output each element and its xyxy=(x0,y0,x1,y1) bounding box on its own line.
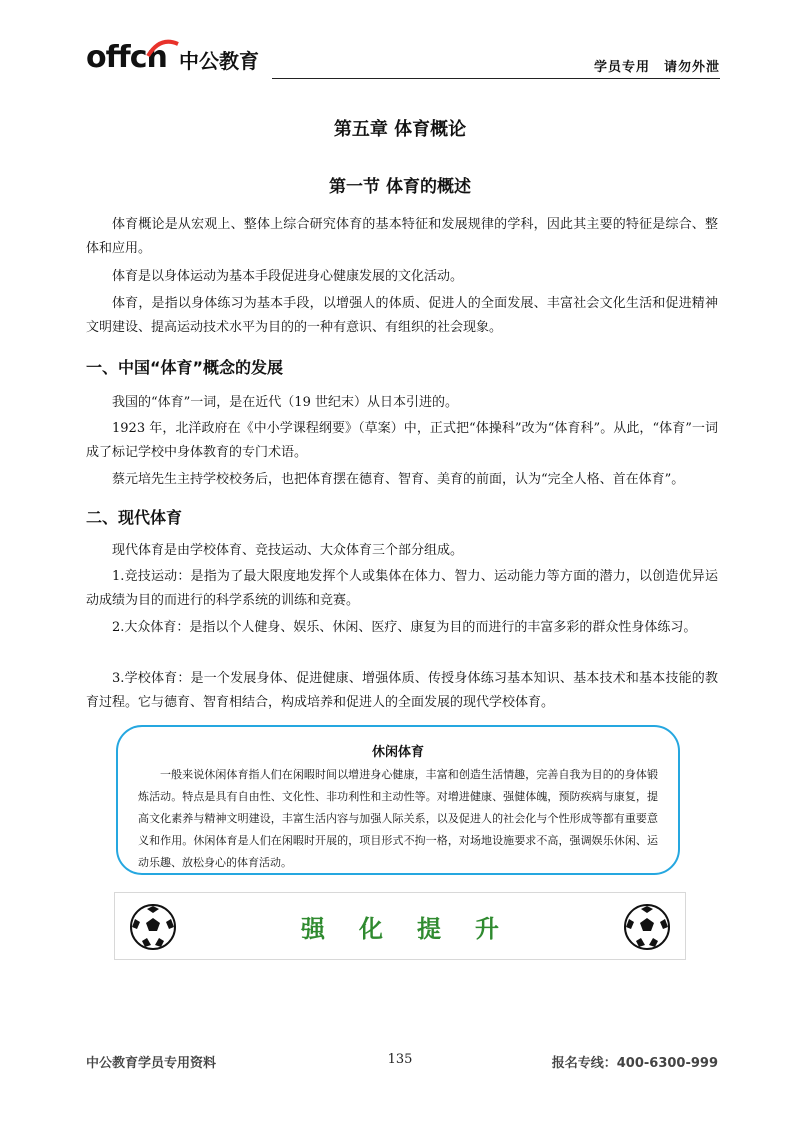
footer-left: 中公教育学员专用资料 xyxy=(86,1056,217,1071)
header-rule xyxy=(272,78,720,79)
intro-paragraph-1: 体育概论是从宏观上、整体上综合研究体育的基本特征和发展规律的学科，因此其主要的特征是综合、整体和应用。 xyxy=(86,217,718,256)
part2-paragraph-2: 1.竞技运动：是指为了最大限度地发挥个人或集体在体力、智力、运动能力等方面的潜力，以创造优异运动成绩为目的而进行的科学系统的训练和竞赛。 xyxy=(86,569,718,608)
heading-part-2: 二、现代体育 xyxy=(86,508,183,527)
part1-paragraph-2: 1923 年，北洋政府在《中小学课程纲要》（草案）中，正式把“体操科”改为“体育科”。从此，“体育”一词成了标记学校中身体教育的专门术语。 xyxy=(86,421,718,460)
leisure-sports-callout xyxy=(116,725,680,875)
logo-english: offcn xyxy=(86,40,167,75)
callout-title: 休闲体育 xyxy=(371,745,424,760)
footer-hotline: 报名专线：400-6300-999 xyxy=(551,1056,718,1071)
intro-paragraph-2: 体育是以身体运动为基本手段促进身心健康发展的文化活动。 xyxy=(112,269,464,284)
chapter-title: 第五章 体育概论 xyxy=(333,119,467,140)
page-number: 135 xyxy=(387,1052,413,1067)
callout-body: 一般来说休闲体育指人们在闲暇时间以增进身心健康，丰富和创造生活情趣，完善自我为目的的身体锻炼活动。特点是具有自由性、文化性、非功利性和主动性等。对增进健康、强健体魄，预防疾病与康复，提高文化素养与精神文明建设，丰富生活内容与加强人际关系，以及促进人的社会化与个性形成等都有重要意义和作用。休闲体育是人们在闲暇时开展的，项目形式不拘一格，对场地设施要求不高，强调娱乐休闲、运动乐趣、放松身心的体育活动。 xyxy=(138,768,658,869)
part1-paragraph-1: 我国的“体育”一词，是在近代（19 世纪末）从日本引进的。 xyxy=(112,395,458,410)
part2-paragraph-3: 2.大众体育：是指以个人健身、娱乐、休闲、医疗、康复为目的而进行的丰富多彩的群众性身体练习。 xyxy=(112,620,697,635)
part1-paragraph-3: 蔡元培先生主持学校校务后，也把体育摆在德育、智育、美育的前面，认为“完全人格、首在体育”。 xyxy=(112,472,685,487)
banner-text: 强化提升 xyxy=(301,914,533,943)
reinforcement-banner xyxy=(114,892,686,960)
part2-paragraph-4: 3.学校体育：是一个发展身体、促进健康、增强体质、传授身体练习基本知识、基本技术和基本技能的教育过程。它与德育、智育相结合，构成培养和促进人的全面发展的现代学校体育。 xyxy=(86,671,718,710)
logo-chinese: 中公教育 xyxy=(179,49,259,73)
page-header xyxy=(86,38,720,82)
heading-part-1: 一、中国“体育”概念的发展 xyxy=(86,358,284,377)
header-notice: 学员专用 请勿外泄 xyxy=(593,60,720,75)
intro-paragraph-3: 体育，是指以身体练习为基本手段，以增强人的体质、促进人的全面发展、丰富社会文化生活和促进精神文明建设、提高运动技术水平为目的的一种有意识、有组织的社会现象。 xyxy=(86,296,718,335)
section-title: 第一节 体育的概述 xyxy=(329,177,471,197)
soccer-ball-icon xyxy=(623,903,671,951)
part2-paragraph-1: 现代体育是由学校体育、竞技运动、大众体育三个部分组成。 xyxy=(112,543,464,558)
logo-arc-icon xyxy=(146,38,180,58)
